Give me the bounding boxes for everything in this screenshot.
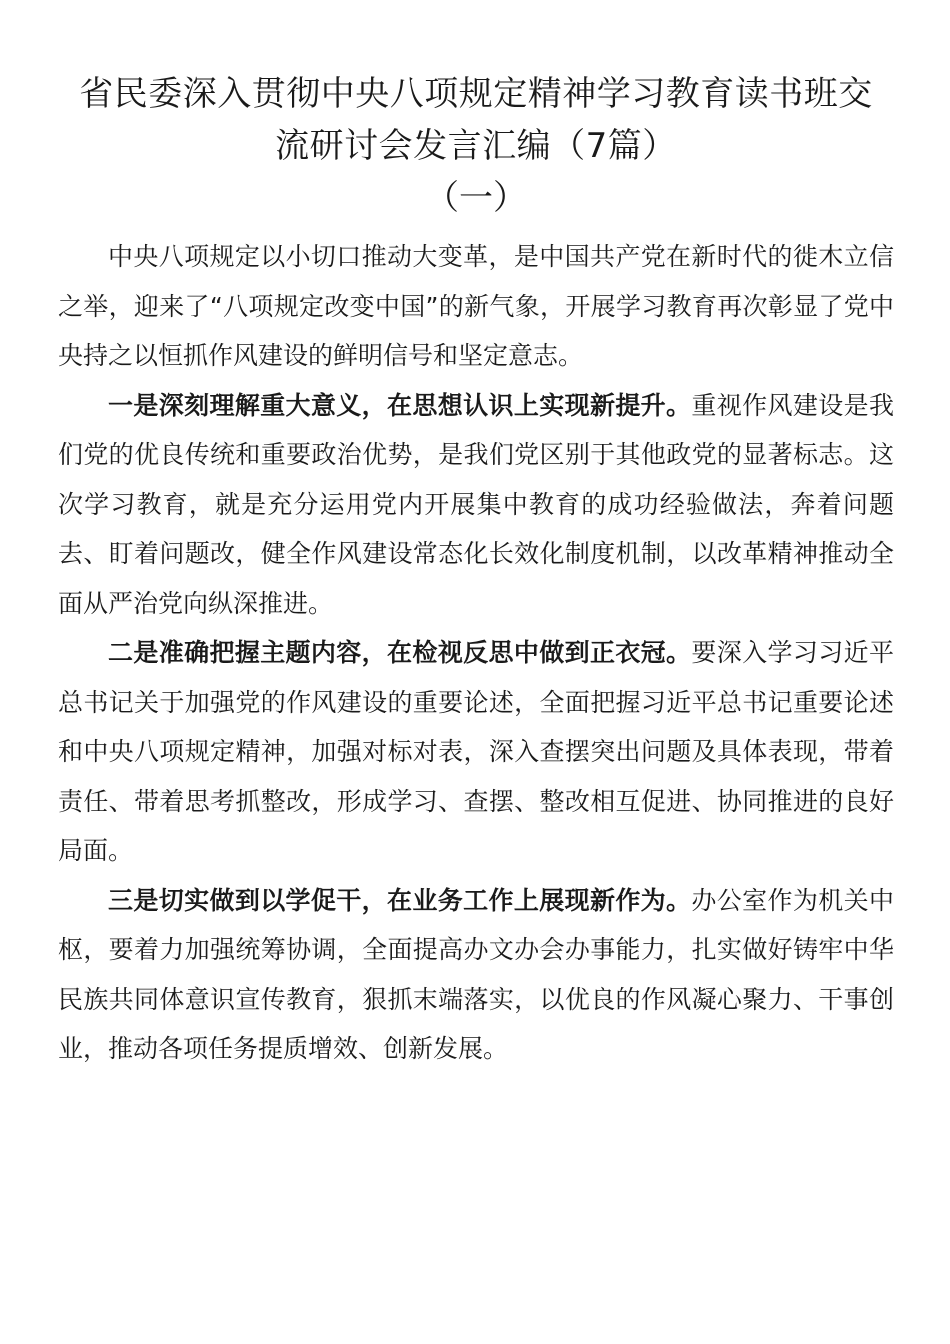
paragraph-body: 重视作风建设是我们党的优良传统和重要政治优势，是我们党区别于其他政党的显著标志。这次学习教育，就是充分运用党内开展集中教育的成功经验做法，奔着问题去、盯着问题改，健全作风建设常态化长效化制度机制，以改革精神推动全面从严治党向纵深推进。 (58, 390, 894, 618)
paragraph-lead: 三是切实做到以学促干，在业务工作上展现新作为。 (108, 885, 692, 915)
paragraph-point-3 (58, 876, 894, 1074)
document-title: 省民委深入贯彻中央八项规定精神学习教育读书班交流研讨会发言汇编（7篇） (79, 74, 873, 166)
paragraph-point-2 (58, 628, 894, 876)
paragraph-body: 办公室作为机关中枢，要着力加强统筹协调，全面提高办文办会办事能力，扎实做好铸牢中华民族共同体意识宣传教育，狠抓末端落实，以优良的作风凝心聚力、干事创业，推动各项任务提质增效、创新发展。 (58, 885, 894, 1063)
paragraph-body: 要深入学习习近平总书记关于加强党的作风建设的重要论述，全面把握习近平总书记重要论述和中央八项规定精神，加强对标对表，深入查摆突出问题及具体表现，带着责任、带着思考抓整改，形成学习、查摆、整改相互促进、协同推进的良好局面。 (58, 638, 894, 865)
paragraph-lead: 二是准确把握主题内容，在检视反思中做到正衣冠。 (108, 638, 692, 667)
paragraph-intro (58, 232, 894, 381)
paragraph-lead: 一是深刻理解重大意义，在思想认识上实现新提升。 (108, 390, 692, 420)
paragraph-point-1 (58, 381, 894, 629)
paragraph-body: 中央八项规定以小切口推动大变革，是中国共产党在新时代的徙木立信之举，迎来了“八项规定改变中国”的新气象，开展学习教育再次彰显了党中央持之以恒抓作风建设的鲜明信号和坚定意志。 (58, 242, 894, 370)
section-number: （一） (425, 178, 527, 218)
